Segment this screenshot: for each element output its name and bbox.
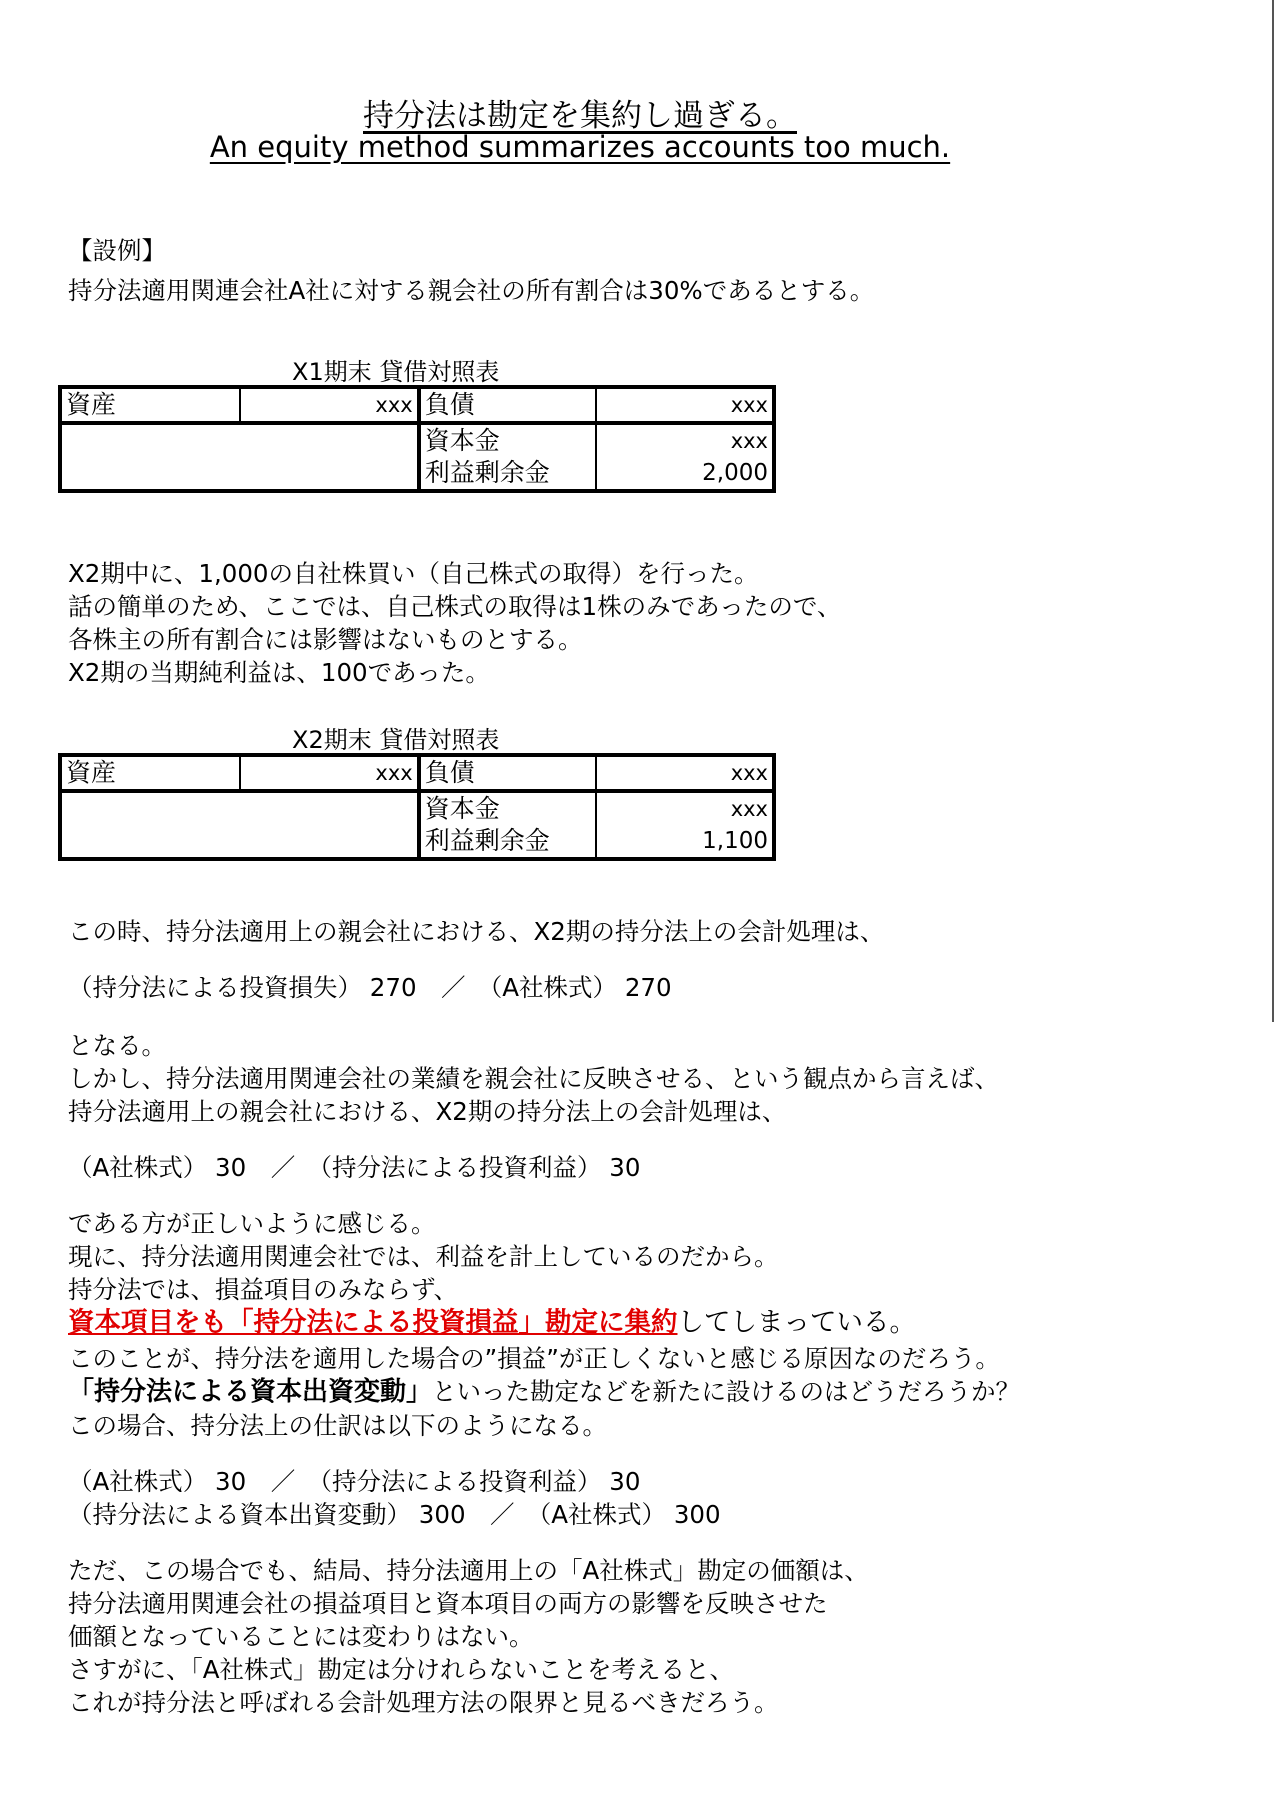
table-row — [60, 755, 774, 791]
para1-line1: X2期中に、1,000の自社株買い（自己株式の取得）を行った。 — [68, 559, 759, 588]
liabilities-label: 負債 — [419, 755, 596, 791]
para1-line3: 各株主の所有割合には影響はないものとする。 — [68, 625, 583, 654]
table-row — [60, 387, 774, 423]
retained-label: 利益剰余金 — [419, 457, 596, 491]
para1-line4: X2期の当期純利益は、100であった。 — [68, 658, 490, 687]
para6-line3: 価額となっていることには変わりはない。 — [68, 1622, 534, 1651]
para5-line1: このことが、持分法を適用した場合の”損益”が正しくないと感じる原因なのだろう。 — [68, 1344, 1000, 1373]
example-heading: 【設例】 — [68, 236, 166, 265]
capital-label: 資本金 — [419, 423, 596, 457]
para2: この時、持分法適用上の親会社における、X2期の持分法上の会計処理は、 — [68, 917, 885, 946]
para4-line1: である方が正しいように感じる。 — [68, 1209, 436, 1238]
assets-label: 資産 — [60, 387, 240, 423]
journal-entry-3a: （A社株式） 30 ／ （持分法による投資利益） 30 — [68, 1467, 641, 1496]
assets-value: xxx — [240, 755, 418, 791]
table-row — [60, 791, 774, 825]
blank-cell — [60, 791, 419, 859]
sheet1-title: X1期末 貸借対照表 — [292, 358, 500, 386]
para6-line1: ただ、この場合でも、結局、持分法適用上の「A社株式」勘定の価額は、 — [68, 1556, 869, 1585]
journal-entry-3b: （持分法による資本出資変動） 300 ／ （A社株式） 300 — [68, 1500, 721, 1529]
table-row — [60, 423, 774, 457]
journal-entry-2: （A社株式） 30 ／ （持分法による投資利益） 30 — [68, 1153, 641, 1182]
para6-line5: これが持分法と呼ばれる会計処理方法の限界と見るべきだろう。 — [68, 1688, 779, 1717]
capital-label: 資本金 — [419, 791, 596, 825]
proposed-account-name: 「持分法による資本出資変動」 — [68, 1377, 433, 1407]
journal-entry-1: （持分法による投資損失） 270 ／ （A社株式） 270 — [68, 973, 672, 1002]
balance-sheet-x2 — [58, 753, 776, 861]
para6-line4: さすがに、「A社株式」勘定は分けれらないことを考えると、 — [68, 1655, 735, 1684]
para3-line2: しかし、持分法適用関連会社の業績を親会社に反映させる、という観点から言えば、 — [68, 1064, 999, 1093]
para3-line3: 持分法適用上の親会社における、X2期の持分法上の会計処理は、 — [68, 1097, 787, 1126]
capital-value: xxx — [730, 797, 768, 821]
page-edge-rule — [1272, 0, 1274, 1022]
liabilities-value: xxx — [596, 755, 775, 791]
title-english: An equity method summarizes accounts too much. — [209, 130, 951, 164]
para5-line2 — [68, 1376, 1020, 1408]
assets-label: 資産 — [60, 755, 240, 791]
highlight-red-text: 資本項目をも「持分法による投資損益」勘定に集約 — [68, 1307, 678, 1338]
retained-value: 1,100 — [702, 828, 768, 854]
balance-sheet-x1 — [58, 385, 776, 493]
para6-line2: 持分法適用関連会社の損益項目と資本項目の両方の影響を反映させた — [68, 1589, 828, 1618]
sheet2-title: X2期末 貸借対照表 — [292, 726, 500, 754]
retained-label: 利益剰余金 — [419, 825, 596, 859]
highlight-tail: してしまっている。 — [677, 1307, 916, 1338]
highlight-line — [68, 1307, 916, 1339]
title-japanese: 持分法は勘定を集約し過ぎる。 — [363, 98, 797, 134]
para5-line2-tail: といった勘定などを新たに設けるのはどうだろうか？ — [432, 1377, 1021, 1406]
para1-line2: 話の簡単のため、ここでは、自己株式の取得は1株のみであったので、 — [68, 592, 842, 621]
para3-line1: となる。 — [68, 1031, 166, 1060]
para4-line2: 現に、持分法適用関連会社では、利益を計上しているのだから。 — [68, 1242, 779, 1271]
liabilities-value: xxx — [596, 387, 775, 423]
liabilities-label: 負債 — [419, 387, 596, 423]
blank-cell — [60, 423, 419, 491]
capital-value: xxx — [730, 429, 768, 453]
retained-value: 2,000 — [702, 460, 768, 486]
assets-value: xxx — [240, 387, 418, 423]
para5-line3: この場合、持分法上の仕訳は以下のようになる。 — [68, 1411, 607, 1440]
intro-text: 持分法適用関連会社A社に対する親会社の所有割合は30%であるとする。 — [68, 276, 875, 305]
para4-line3: 持分法では、損益項目のみならず、 — [68, 1275, 459, 1304]
